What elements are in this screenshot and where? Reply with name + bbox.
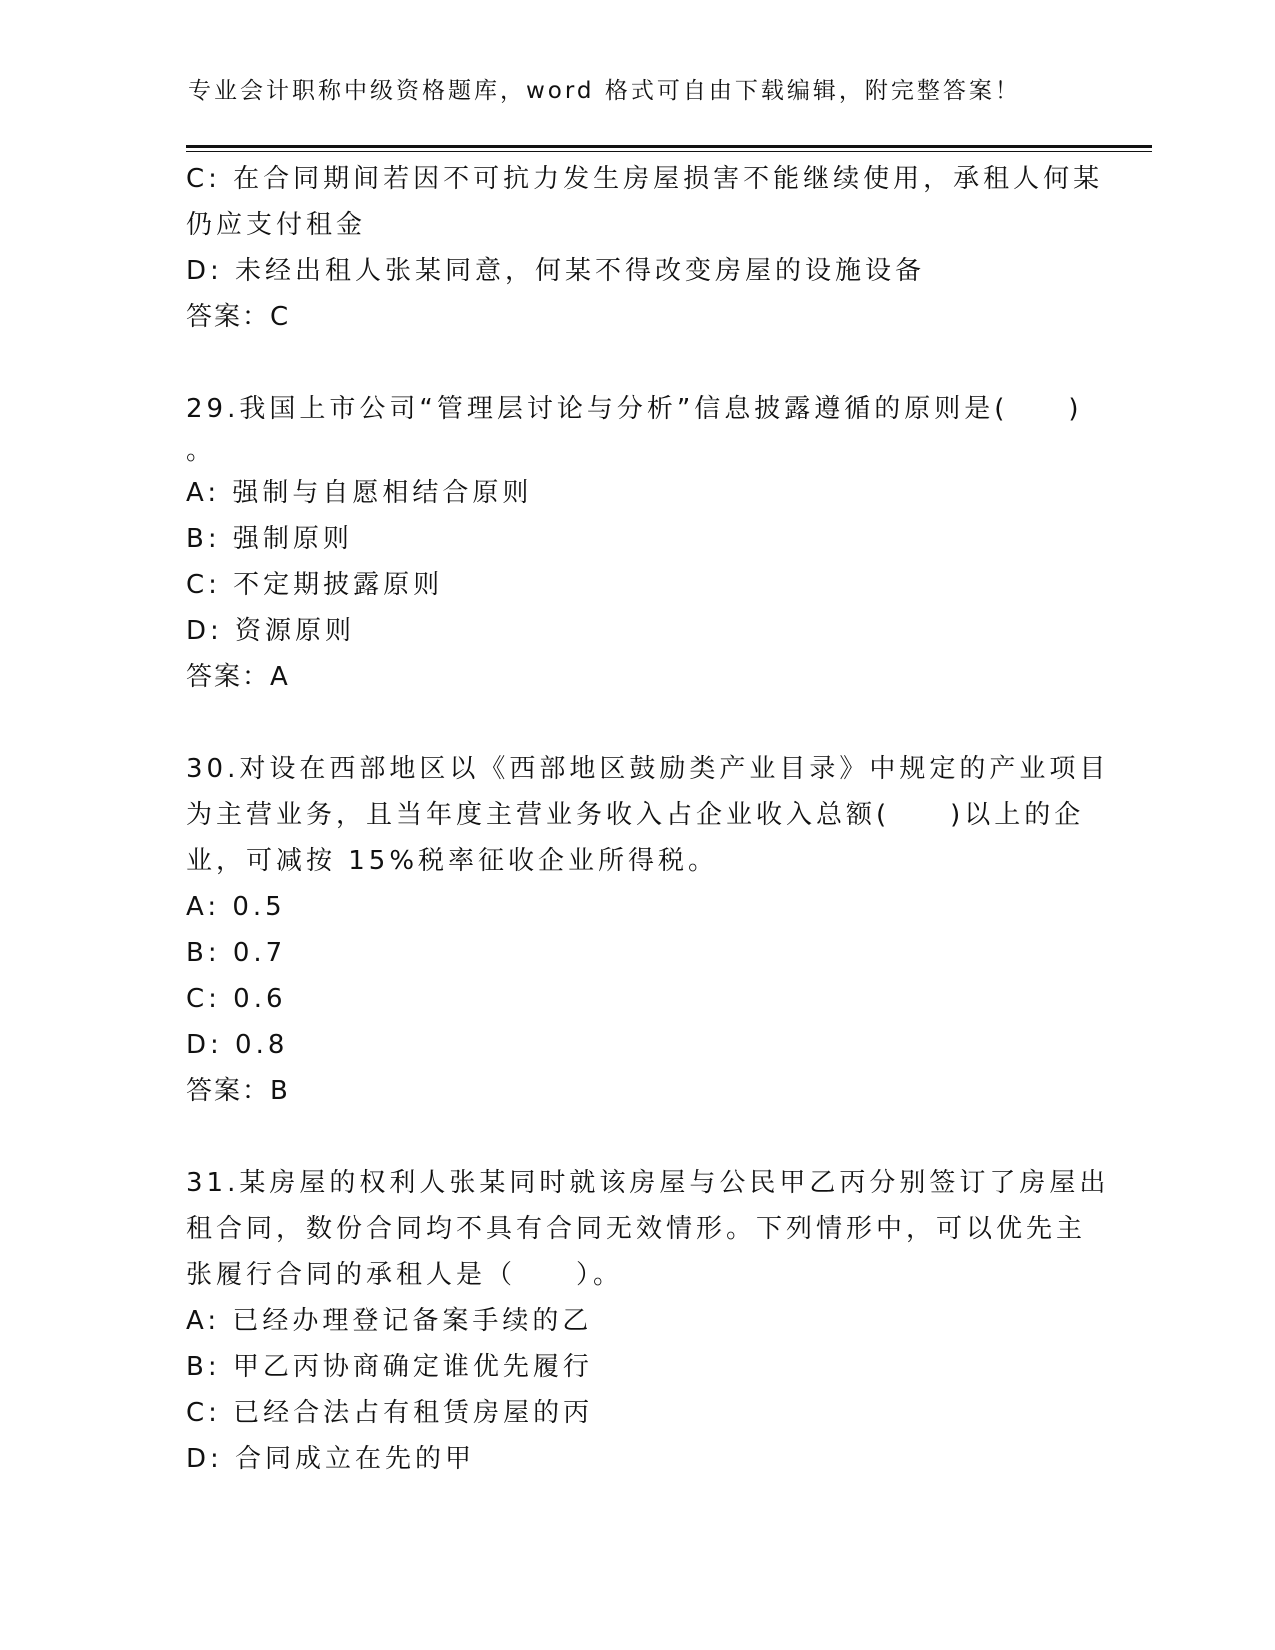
answer [186,294,1086,340]
header-rule-thick [186,145,1152,148]
option-a: A: 已经办理登记备案手续的乙 [186,1306,593,1336]
question-31 [186,1160,1110,1482]
question-29 [186,386,1086,700]
option-d: D: 未经出租人张某同意，何某不得改变房屋的设施设备 [186,256,926,286]
option-c: C: 不定期披露原则 [186,570,444,600]
answer-value: B [270,1076,290,1106]
option-b: B: 0.7 [186,938,287,968]
option-a: A: 强制与自愿相结合原则 [186,478,533,508]
answer [186,1068,1086,1114]
answer-label: 答案： [186,1076,271,1106]
header-rule-thin [186,151,1152,152]
question-30 [186,746,1110,1114]
option-d: D: 0.8 [186,1030,289,1060]
answer-label: 答案： [186,302,271,332]
answer-value: A [270,662,290,692]
question-stem-line1: 31.某房屋的权利人张某同时就该房屋与公民甲乙丙分别签订了房屋出 [186,1168,1110,1198]
page-header: 专业会计职称中级资格题库，word 格式可自由下载编辑，附完整答案！ [188,78,1021,104]
option-c-line1: C: 在合同期间若因不可抗力发生房屋损害不能继续使用，承租人何某 [186,164,1104,194]
answer [186,654,1086,700]
option-d: D: 资源原则 [186,616,356,646]
document-body [186,156,1110,1482]
question-stem-line3: 张履行合同的承租人是（ ）。 [186,1260,624,1290]
option-c: C: 已经合法占有租赁房屋的丙 [186,1398,594,1428]
question-stem-line2: 为主营业务，且当年度主营业务收入占企业收入总额( )以上的企 [186,800,1085,830]
question-stem-line2: 租合同，数份合同均不具有合同无效情形。下列情形中，可以优先主 [186,1214,1087,1244]
option-b: B: 强制原则 [186,524,353,554]
option-b: B: 甲乙丙协商确定谁优先履行 [186,1352,593,1382]
option-c-line2: 仍应支付租金 [186,210,367,240]
question-stem-line2: 。 [186,436,217,466]
question-stem-line3: 业，可减按 15%税率征收企业所得税。 [186,846,719,876]
option-a: A: 0.5 [186,892,286,922]
answer-label: 答案： [186,662,271,692]
question-stem-line1: 29.我国上市公司“管理层讨论与分析”信息披露遵循的原则是( ) [186,394,1083,424]
option-c: C: 0.6 [186,984,287,1014]
question-28-tail [186,156,1104,340]
answer-value: C [270,302,291,332]
question-stem-line1: 30.对设在西部地区以《西部地区鼓励类产业目录》中规定的产业项目 [186,754,1110,784]
option-d: D: 合同成立在先的甲 [186,1444,476,1474]
